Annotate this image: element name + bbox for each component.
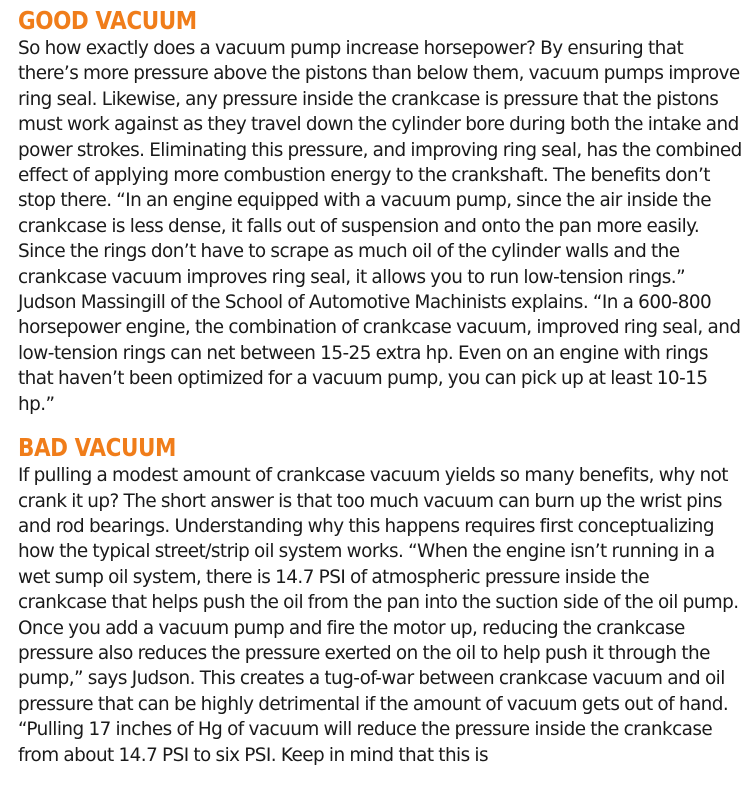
section-bad-vacuum [18, 433, 742, 768]
section-paragraph: If pulling a modest amount of crankcase vacuum yields so many benefits, why not crank it up? The short answer is that too much vacuum can burn up the wrist pins and rod bearings. Understanding why this happens requires first conceptualizing how the typical street/strip oil system works. “When the engine isn’t running in a wet sump oil system, there is 14.7 PSI of atmospheric pressure inside the crankcase that helps push the oil from the pan into the suction side of the oil pump. Once you add a vacuum pump and fire the motor up, reducing the crankcase pressure also reduces the pressure exerted on the oil to help push it through the pump,” says Judson. This creates a tug-of-war between crankcase vacuum and oil pressure that can be highly detrimental if the amount of vacuum gets out of hand. “Pulling 17 inches of Hg of vacuum will reduce the pressure inside the crankcase from about 14.7 PSI to six PSI. Keep in mind that this is [18, 465, 739, 766]
section-paragraph: So how exactly does a vacuum pump increase horsepower? By ensuring that there’s more pressure above the pistons than below them, vacuum pumps improve ring seal. Likewise, any pressure inside the crankcase is pressure that the pistons must work against as they travel down the cylinder bore during both the intake and power strokes. Eliminating this pressure, and improving ring seal, has the combined effect of applying more combustion energy to the crankshaft. The benefits don’t stop there. “In an engine equipped with a vacuum pump, since the air inside the crankcase is less dense, it falls out of suspension and onto the pan more easily. Since the rings don’t have to scrape as much oil of the cylinder walls and the crankcase vacuum improves ring seal, it allows you to run low-tension rings.” Judson Massingill of the School of Automotive Machinists explains. “In a 600-800 horsepower engine, the combination of crankcase vacuum, improved ring seal, and low-tension rings can net between 15-25 extra hp. Even on an engine with rings that haven’t been optimized for a vacuum pump, you can pick up at least 10-15 hp.” [18, 38, 742, 415]
section-heading: BAD VACUUM [18, 433, 176, 463]
article-page [18, 6, 742, 768]
section-heading: GOOD VACUUM [18, 6, 197, 35]
section-good-vacuum [18, 6, 742, 417]
